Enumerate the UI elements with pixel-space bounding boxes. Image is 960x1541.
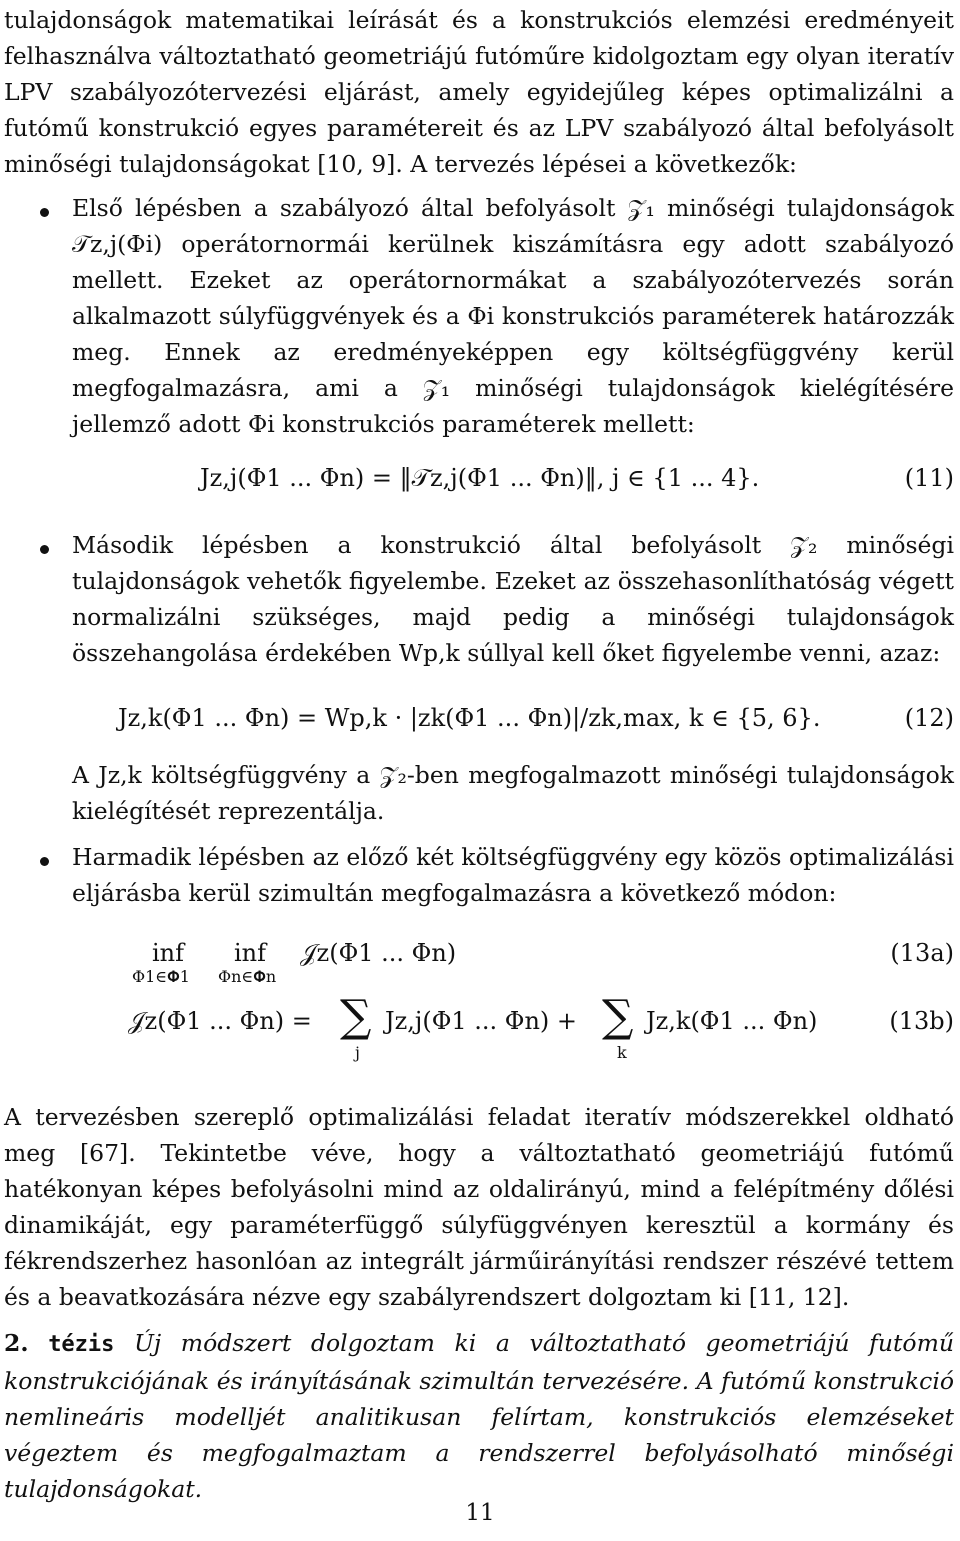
sum-symbol-icon: ∑	[340, 991, 372, 1042]
equation-11: Jz,j(Φ1 ... Φn) = ‖𝒯z,j(Φ1 ... Φn)‖, j ∈ {1 ... 4}.	[200, 464, 760, 492]
bullet-step-3: Harmadik lépésben az előző két költségfüggvény egy közös optimalizálási eljárásba kerül szimultán megfogalmazásra a következő módon:	[72, 843, 954, 907]
thesis-label: tézis	[48, 1332, 115, 1357]
thesis-text: Új módszert dolgoztam ki a változtatható geometriájú futómű konstrukciójának és irányításának szimultán tervezésére. A futómű konstrukció nemlineáris modelljét analitikusan felírtam, konstrukciós elemzéseket végeztem és megfogalmaztam a rendszerrel befolyásolható minőségi tulajdonságokat.	[4, 1329, 954, 1503]
bullet-marker	[40, 857, 49, 866]
bullet-marker	[40, 208, 49, 217]
equation-11-number: (11)	[904, 464, 954, 492]
thesis-block	[4, 1325, 954, 1507]
equation-13a-body: 𝒥z(Φ1 ... Φn)	[300, 939, 457, 967]
equation-13b-number: (13b)	[889, 1007, 954, 1035]
equation-13a-sub-1: Φ1∈𝚽1	[132, 967, 190, 986]
thesis-number: 2.	[4, 1329, 29, 1357]
equation-13b-term-1: Jz,j(Φ1 ... Φn) +	[385, 1007, 578, 1035]
bullet-step-2-conclusion: A Jz,k költségfüggvény a 𝒵₂-ben megfogalmazott minőségi tulajdonságok kielégítését reprezentálja.	[72, 761, 954, 825]
equation-13a-sub-2: Φn∈𝚽n	[218, 967, 277, 986]
equation-13b-lhs: 𝒥z(Φ1 ... Φn) =	[128, 1007, 312, 1035]
equation-13b-index-j: j	[355, 1043, 360, 1062]
equation-12-number: (12)	[904, 704, 954, 732]
equation-12: Jz,k(Φ1 ... Φn) = Wp,k · |zk(Φ1 ... Φn)|/zk,max, k ∈ {5, 6}.	[118, 704, 821, 732]
sum-symbol-icon: ∑	[602, 991, 634, 1042]
bullet-marker	[40, 545, 49, 554]
bullet-step-1: Első lépésben a szabályozó által befolyásolt 𝒵₁ minőségi tulajdonságok 𝒯z,j(Φi) operátornormái kerülnek kiszámításra egy adott szabályozó mellett. Ezeket az operátornormákat a szabályozótervezés során alkalmazott súlyfüggvények és a Φi konstrukciós paraméterek határozzák meg. Ennek az eredményeképpen egy költségfüggvény kerül megfogalmazásra, ami a 𝒵₁ minőségi tulajdonságok kielégítésére jellemző adott Φi konstrukciós paraméterek mellett:	[72, 194, 954, 438]
equation-13a-inf-2: inf	[234, 939, 267, 967]
equation-13b-term-2: Jz,k(Φ1 ... Φn)	[646, 1007, 818, 1035]
equation-13a-inf-1: inf	[152, 939, 185, 967]
intro-paragraph: tulajdonságok matematikai leírását és a konstrukciós elemzési eredményeit felhasználva változtatható geometriájú futóműre kidolgoztam egy olyan iteratív LPV szabályozótervezési eljárást, amely egyidejűleg képes optimalizálni a futómű konstrukció egyes paramétereit és az LPV szabályozó által befolyásolt minőségi tulajdonságokat [10, 9]. A tervezés lépései a következők:	[4, 6, 954, 178]
page-number: 11	[465, 1500, 495, 1526]
equation-13b-index-k: k	[617, 1043, 627, 1062]
bullet-step-2: Második lépésben a konstrukció által befolyásolt 𝒵₂ minőségi tulajdonságok vehetők figyelembe. Ezeket az összehasonlíthatóság végett normalizálni szükséges, majd pedig a minőségi tulajdonságok összehangolása érdekében Wp,k súllyal kell őket figyelembe venni, azaz:	[72, 531, 954, 667]
equation-13a-number: (13a)	[890, 939, 954, 967]
conclusion-paragraph: A tervezésben szereplő optimalizálási feladat iteratív módszerekkel oldható meg [67]. Tekintetbe véve, hogy a változtatható geometriájú futómű hatékonyan képes befolyásolni mind az oldalirányú, mind a felépítmény dőlési dinamikáját, egy paraméterfüggő súlyfüggvényen keresztül a kormány és fékrendszerhez hasonlóan az integrált járműirányítási rendszer részévé tettem és a beavatkozására nézve egy szabályrendszert dolgoztam ki [11, 12].	[4, 1103, 954, 1311]
